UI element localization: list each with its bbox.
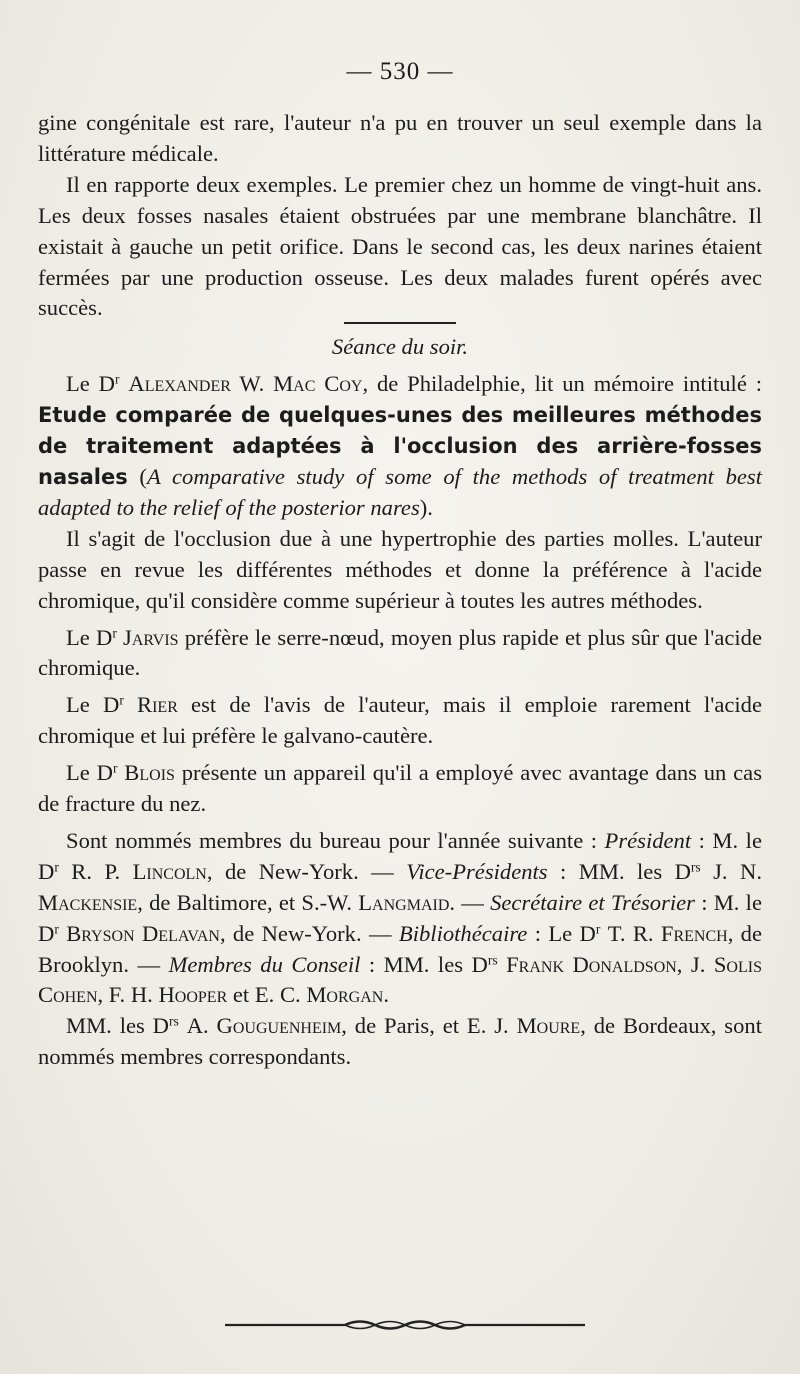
page-number: — 530 —: [346, 58, 454, 85]
page-body: [38, 108, 762, 1073]
memoir-title-english: A comparative study of some of the methods of treatment best adapted to the relief of the posterior nares: [38, 463, 762, 520]
paragraph-rier: Le $D^r$ Rier est de l'avis de l'auteur, mais il emploie rarement l'acide chromique et lui préfère le galvano-cautère.: [38, 692, 762, 749]
decorative-tailpiece-icon: [225, 1314, 585, 1336]
paragraph-examples: Il en rapporte deux exemples. Le premier chez un homme de vingt-huit ans. Les deux fosses nasales étaient obstruées par une membrane blanchâtre. Il existait à gauche un petit orifice. Dans le second cas, les deux narines étaient fermées par une production osseuse. Les deux malades furent opérés avec succès.: [38, 171, 762, 321]
memoir-title: Etude comparée de quelques-unes des meilleures méthodes de traitement adaptées à l'occlusion des arrière-fosses nasales: [38, 403, 762, 489]
paragraph-mac-coy: Le $D^r$ Alexander W. Mac Coy, de Philadelphie, lit un mémoire intitulé : Etude comparée de quelques-unes des meilleures méthodes de traitement adaptées à l'occlusion des arrière-fosses nasales (A comparative study of some of the methods of treatment best adapted to the relief of the posterior nares).: [38, 371, 762, 520]
paragraph-continuation: gine congénitale est rare, l'auteur n'a pu en trouver un seul exemple dans la littérature médicale.: [38, 110, 762, 166]
jarvis-name: Jarvis: [123, 624, 179, 650]
paragraph-jarvis: Le $D^r$ Jarvis préfère le serre-nœud, moyen plus rapide et plus sûr que l'acide chromique.: [38, 624, 762, 681]
author-name: Alexander W. Mac Coy: [128, 371, 363, 397]
rier-name: Rier: [137, 692, 178, 718]
paragraph-summary: Il s'agit de l'occlusion due à une hypertrophie des parties molles. L'auteur passe en revue les différentes méthodes et donne la préférence à l'acide chromique, qu'il considère comme supérieur à toutes les autres méthodes.: [38, 525, 762, 613]
section-title: Séance du soir.: [331, 334, 469, 360]
paragraph-blois: Le $D^r$ Blois présente un appareil qu'il a employé avec avantage dans un cas de fracture du nez.: [38, 760, 763, 817]
paragraph-bureau: Sont nommés membres du bureau pour l'année suivante : Président : M. le $D^r$ R. P. Lincoln, de New-York. — Vice-Présidents : MM. les $D^{rs}$ J. N. Mackensie, de Baltimore, et S.-W. Langmaid. — Secrétaire et Trésorier : M. le $D^r$ Bryson Delavan, de New-York. — Bibliothécaire : Le $D^r$ T. R. French, de Brooklyn. — Membres du Conseil : MM. les $D^{rs}$ Frank Donaldson, J. Solis Cohen, F. H. Hooper et E. C. Morgan.: [38, 827, 763, 1008]
blois-name: Blois: [124, 760, 175, 786]
section-rule: [344, 322, 456, 324]
paragraph-correspondents: MM. les $D^{rs}$ A. Gouguenheim, de Paris, et E. J. Moure, de Bordeaux, sont nommés membres correspondants.: [38, 1013, 762, 1070]
